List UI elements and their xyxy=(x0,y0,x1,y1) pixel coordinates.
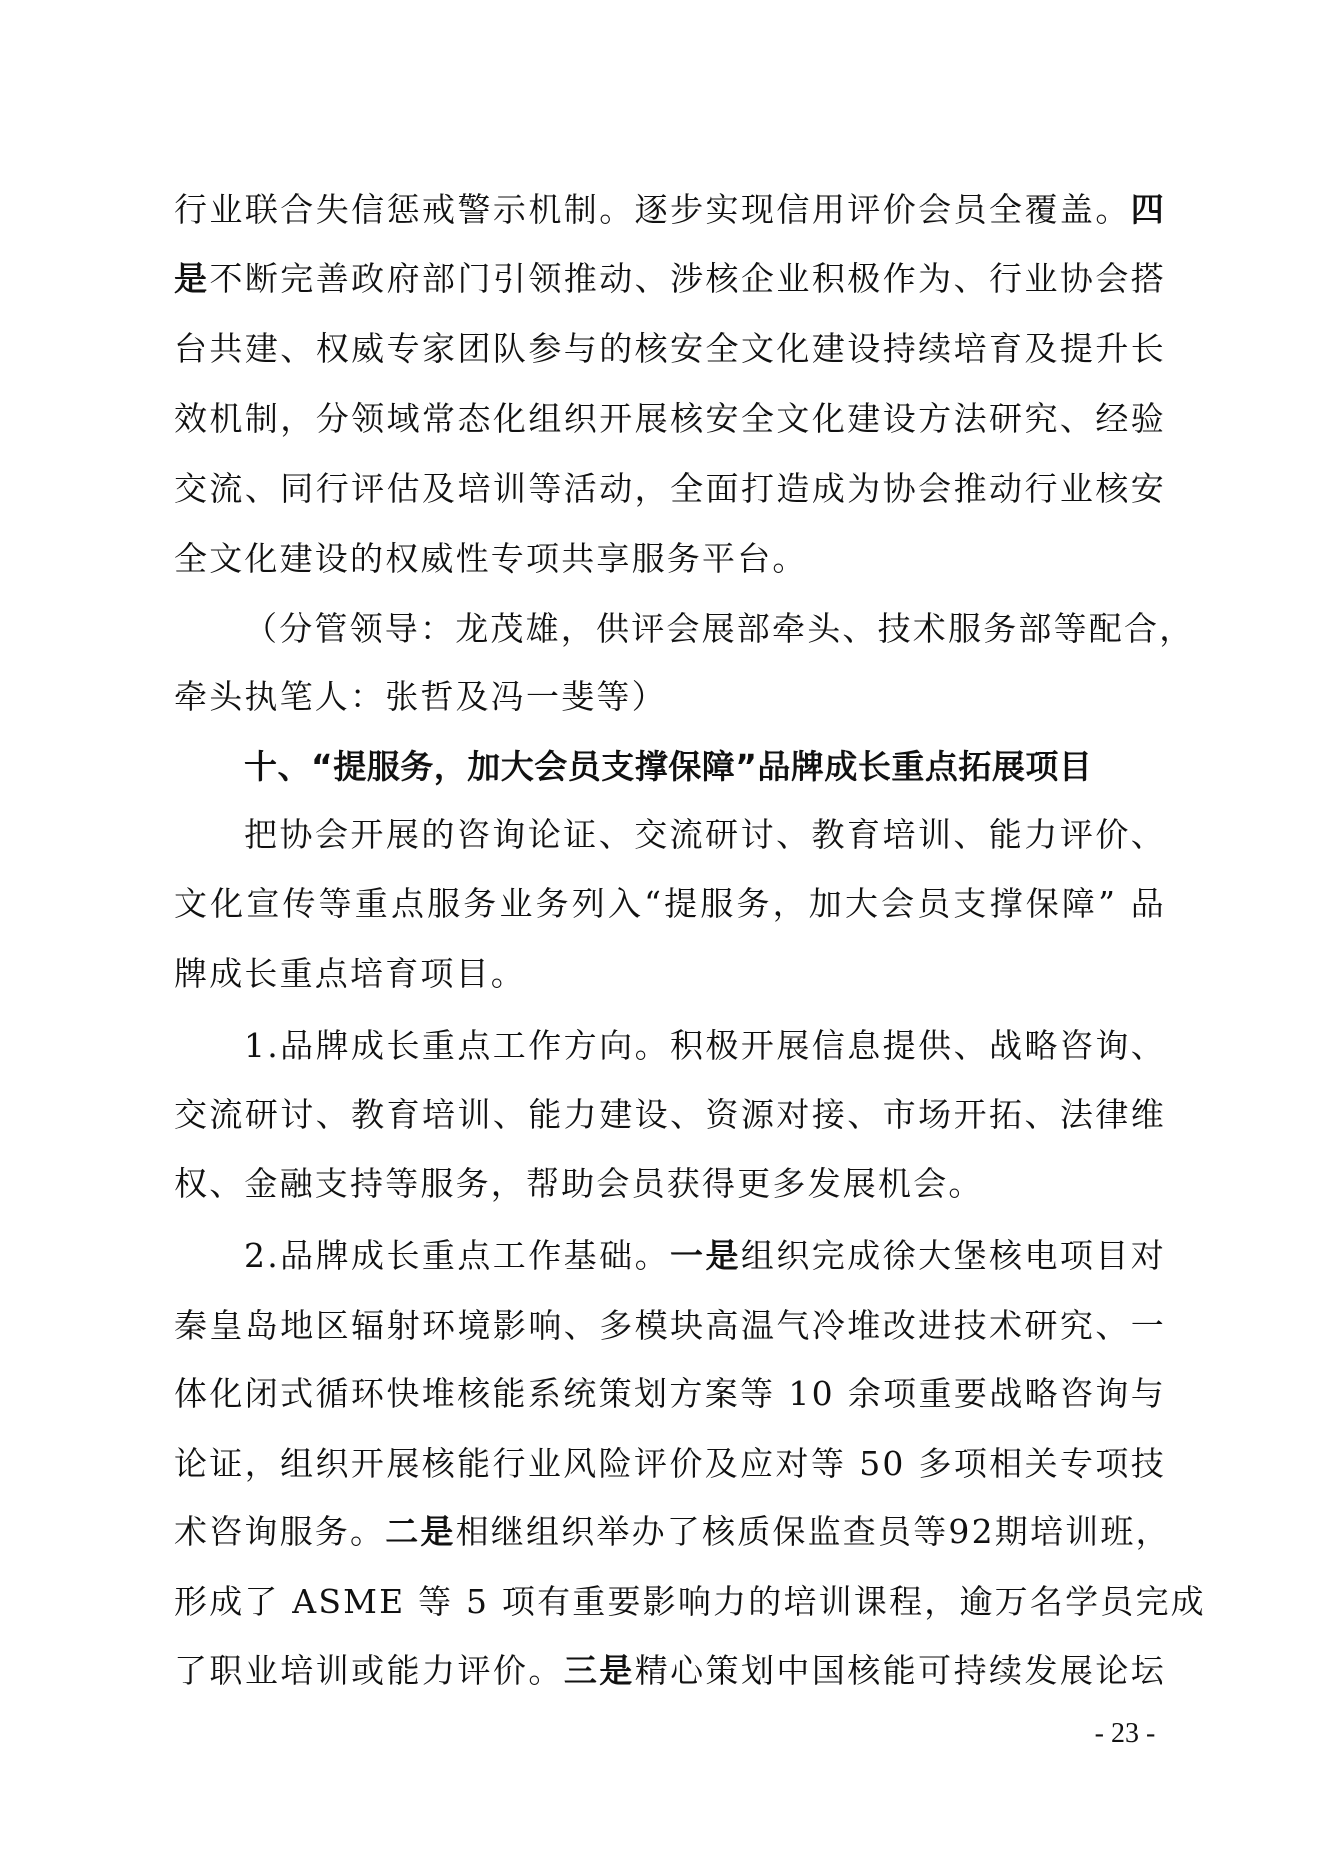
paragraph-line xyxy=(174,467,1166,511)
page-number: - 23 - xyxy=(1094,1718,1156,1749)
emphasis-run: 是 xyxy=(174,259,210,298)
item-1-line xyxy=(174,1162,1166,1206)
text-run: 权、金融支持等服务，帮助会员获得更多发展机会。 xyxy=(174,1164,984,1203)
text-run: 台共建、权威专家团队参与的核安全文化建设持续培育及提升长 xyxy=(174,329,1166,368)
heading-text: 十、“提服务，加大会员支撑保障”品牌成长重点拓展项目 xyxy=(244,747,1093,786)
item-2-line xyxy=(174,1580,1206,1624)
text-run: 效机制，分领域常态化组织开展核安全文化建设方法研究、经验 xyxy=(174,399,1166,438)
responsibility-note-line xyxy=(174,675,1166,719)
item-2-line xyxy=(174,1649,1166,1693)
paragraph-line xyxy=(174,257,1166,301)
paragraph-line xyxy=(174,882,1166,926)
paragraph-line xyxy=(174,327,1166,371)
text-run: 交流研讨、教育培训、能力建设、资源对接、市场开拓、法律维 xyxy=(174,1095,1166,1134)
text-run: （分管领导：龙茂雄，供评会展部牵头、技术服务部等配合， xyxy=(244,609,1195,648)
item-2-line xyxy=(174,1442,1166,1486)
text-run: 论证，组织开展核能行业风险评价及应对等 50 多项相关专项技 xyxy=(174,1444,1166,1483)
paragraph-line xyxy=(174,952,1166,996)
text-run: 形成了 ASME 等 5 项有重要影响力的培训课程，逾万名学员完成 xyxy=(174,1582,1206,1621)
text-run: 组织完成徐大堡核电项目对 xyxy=(740,1236,1166,1275)
emphasis-run: 二是 xyxy=(385,1512,456,1551)
text-run: 文化宣传等重点服务业务列入“提服务，加大会员支撑保障” 品 xyxy=(174,884,1166,923)
item-1-line xyxy=(174,1093,1166,1137)
text-run: 体化闭式循环快堆核能系统策划方案等 10 余项重要战略咨询与 xyxy=(174,1374,1166,1413)
text-run: 秦皇岛地区辐射环境影响、多模块高温气冷堆改进技术研究、一 xyxy=(174,1306,1166,1345)
text-run: 不断完善政府部门引领推动、涉核企业积极作为、行业协会搭 xyxy=(209,259,1166,298)
section-heading xyxy=(244,745,1166,789)
item-2-line xyxy=(244,1234,1166,1278)
item-2-line xyxy=(174,1304,1166,1348)
paragraph-line xyxy=(174,537,1166,581)
emphasis-run: 三是 xyxy=(563,1651,635,1690)
item-2-line xyxy=(174,1510,1171,1554)
text-run: 2.品牌成长重点工作基础。 xyxy=(244,1236,671,1275)
item-2-line xyxy=(174,1372,1166,1416)
text-run: 牵头执笔人：张哲及冯一斐等） xyxy=(174,677,667,716)
text-run: 1.品牌成长重点工作方向。积极开展信息提供、战略咨询、 xyxy=(244,1026,1166,1065)
text-run: 行业联合失信惩戒警示机制。逐步实现信用评价会员全覆盖。 xyxy=(174,190,1131,229)
text-run: 相继组织举办了核质保监查员等92期培训班， xyxy=(455,1512,1171,1551)
text-run: 精心策划中国核能可持续发展论坛 xyxy=(634,1651,1167,1690)
emphasis-run: 四 xyxy=(1130,190,1166,229)
text-run: 全文化建设的权威性专项共享服务平台。 xyxy=(174,539,808,578)
emphasis-run: 一是 xyxy=(670,1236,741,1275)
item-1-line xyxy=(244,1024,1166,1068)
text-run: 了职业培训或能力评价。 xyxy=(174,1651,564,1690)
responsibility-note-line xyxy=(244,607,1195,651)
text-run: 术咨询服务。 xyxy=(174,1512,386,1551)
text-run: 牌成长重点培育项目。 xyxy=(174,954,526,993)
paragraph-line xyxy=(174,397,1166,441)
paragraph-line xyxy=(244,813,1166,857)
text-run: 交流、同行评估及培训等活动，全面打造成为协会推动行业核安 xyxy=(174,469,1166,508)
text-run: 把协会开展的咨询论证、交流研讨、教育培训、能力评价、 xyxy=(244,815,1166,854)
paragraph-line xyxy=(174,188,1166,232)
